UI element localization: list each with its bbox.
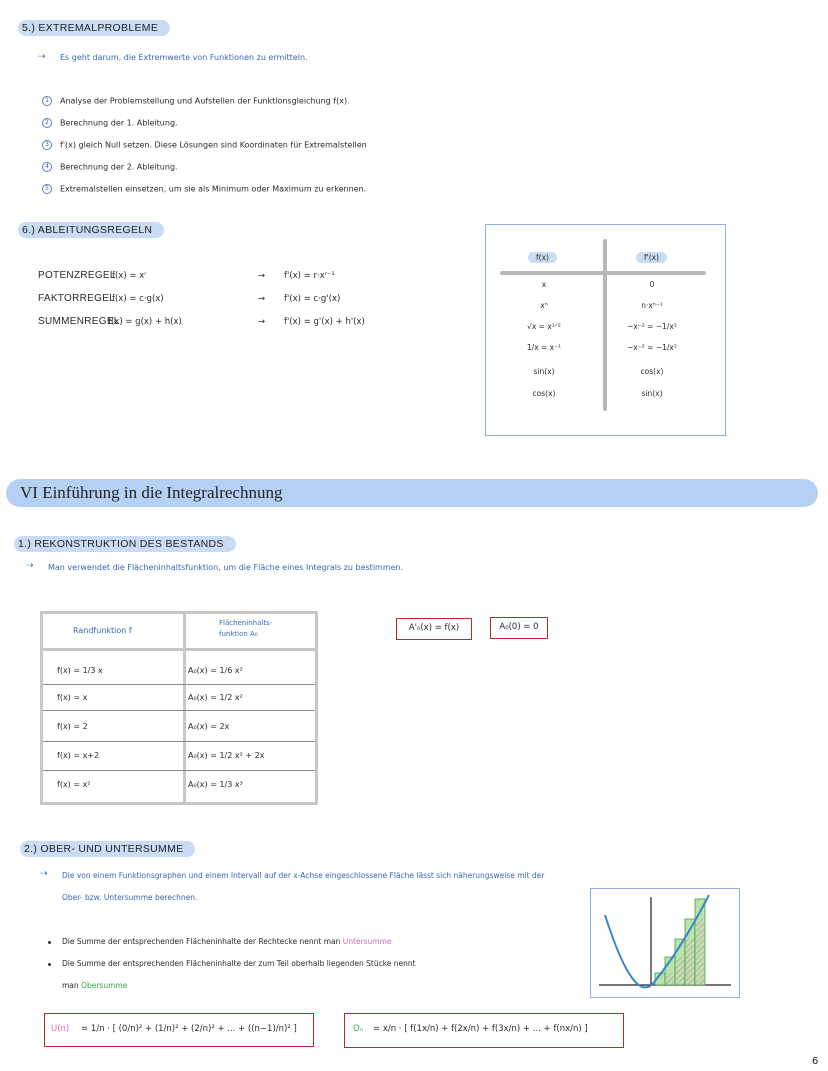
- untersumme-label: U(n): [51, 1024, 70, 1034]
- table-cell: xⁿ: [540, 301, 548, 310]
- column-header-flaeche-line2: funktion A₀: [219, 630, 258, 638]
- derivative-table: [485, 224, 726, 436]
- bullet-obersumme-line1: Die Summe der entsprechenden Flächeninhalte der zum Teil oberhalb liegenden Stücke nennt: [62, 959, 416, 968]
- divider: [603, 239, 607, 411]
- column-header-fprime: f'(x): [636, 252, 667, 263]
- table-cell: f(x) = x+2: [57, 751, 100, 760]
- formula-box-derivative: A'₀(x) = f(x): [396, 618, 472, 640]
- step-number-icon: 2: [42, 118, 52, 128]
- rule-name: SUMMENREGEL: [38, 316, 120, 327]
- list-item: 2 Berechnung der 1. Ableitung.: [42, 118, 178, 128]
- table-cell: −x⁻² = −1/x²: [627, 343, 677, 352]
- arrow-icon: ⇢: [38, 52, 46, 62]
- integral-table: [40, 611, 318, 805]
- subsection-2-title: 2.) OBER- UND UNTERSUMME: [20, 841, 195, 857]
- page-number: 6: [812, 1056, 819, 1067]
- step-number-icon: 1: [42, 96, 52, 106]
- divider: [183, 614, 186, 802]
- table-cell: 1/x = x⁻¹: [526, 343, 562, 352]
- table-cell: sin(x): [533, 367, 555, 376]
- arrow-icon: →: [258, 271, 266, 281]
- table-cell: f(x) = x: [57, 693, 88, 702]
- arrow-icon: ⇢: [26, 561, 34, 571]
- formula-box-untersumme: [44, 1013, 314, 1047]
- list-item: 3 f'(x) gleich Null setzen. Diese Lösungen sind Koordinaten für Extremalstellen: [42, 140, 367, 150]
- rule-function: f(x) = g(x) + h(x): [108, 317, 182, 327]
- table-cell: n·xⁿ⁻¹: [641, 301, 663, 310]
- subsection-1-title: 1.) REKONSTRUKTION DES BESTANDS: [14, 536, 236, 552]
- table-cell: A₀(x) = 2x: [188, 722, 230, 731]
- section-5-intro: Es geht darum, die Extremwerte von Funktionen zu ermitteln.: [60, 53, 308, 62]
- rule-derivative: f'(x) = g'(x) + h'(x): [284, 317, 365, 327]
- list-item: 5 Extremalstellen einsetzen, um sie als Minimum oder Maximum zu erkennen.: [42, 184, 366, 194]
- table-cell: √x = x¹ᐟ²: [527, 322, 561, 331]
- rule-name: POTENZREGEL: [38, 270, 116, 281]
- step-number-icon: 4: [42, 162, 52, 172]
- step-number-icon: 3: [42, 140, 52, 150]
- table-cell: sin(x): [641, 389, 663, 398]
- divider: [500, 271, 706, 275]
- step-number-icon: 5: [42, 184, 52, 194]
- column-header-flaeche-line1: Flächeninhalts-: [219, 619, 273, 627]
- formula-box-initial: A₀(0) = 0: [490, 617, 548, 639]
- obersumme-label: Oₙ: [353, 1024, 364, 1034]
- list-item: 1 Analyse der Problemstellung und Aufstellen der Funktionsgleichung f(x).: [42, 96, 350, 106]
- table-cell: A₀(x) = 1/2 x² + 2x: [188, 751, 265, 760]
- bullet-untersumme: Die Summe der entsprechenden Flächeninhalte der Rechtecke nennt man Untersumme: [62, 937, 392, 946]
- table-cell: A₀(x) = 1/3 x³: [188, 780, 243, 789]
- term-untersumme: Untersumme: [342, 937, 392, 946]
- list-item: 4 Berechnung der 2. Ableitung.: [42, 162, 178, 172]
- table-cell: cos(x): [532, 389, 556, 398]
- arrow-icon: →: [258, 294, 266, 304]
- table-cell: f(x) = x²: [57, 780, 91, 789]
- column-header-randfunktion: Randfunktion f: [73, 626, 132, 635]
- formula-box-obersumme: [344, 1013, 624, 1048]
- rule-derivative: f'(x) = r·xʳ⁻¹: [284, 271, 335, 281]
- rule-function: f(x) = c·g(x): [112, 294, 164, 304]
- rule-function: f(x) = xʳ: [112, 271, 147, 281]
- riemann-sum-graph: [590, 888, 740, 998]
- table-cell: cos(x): [640, 367, 664, 376]
- column-header-f: f(x): [528, 252, 557, 263]
- table-cell: f(x) = 2: [57, 722, 88, 731]
- chapter-title: VI Einführung in die Integralrechnung: [6, 479, 818, 507]
- table-cell: A₀(x) = 1/2 x²: [188, 693, 243, 702]
- obersumme-formula: = x/n · [ f(1x/n) + f(2x/n) + f(3x/n) + ... + f(nx/n) ]: [373, 1024, 588, 1034]
- section-5-title: 5.) EXTREMALPROBLEME: [18, 20, 170, 36]
- arrow-icon: ⇢: [40, 869, 48, 879]
- section-6-title: 6.) ABLEITUNGSREGELN: [18, 222, 164, 238]
- bullet-icon: [48, 941, 51, 944]
- rule-derivative: f'(x) = c·g'(x): [284, 294, 341, 304]
- bullet-obersumme-line2: man Obersumme: [62, 981, 128, 990]
- term-obersumme: Obersumme: [81, 981, 128, 990]
- table-cell: −x⁻² = −1/x²: [627, 322, 677, 331]
- table-cell: f(x) = 1/3 x: [57, 666, 103, 675]
- rule-name: FAKTORREGEL: [38, 293, 116, 304]
- table-cell: 0: [649, 280, 655, 289]
- subsection-1-intro: Man verwendet die Flächeninhaltsfunktion, um die Fläche eines Integrals zu bestimmen.: [48, 563, 404, 572]
- subsection-2-intro-line2: Ober- bzw. Untersumme berechnen.: [62, 893, 198, 902]
- untersumme-formula: = 1/n · [ (0/n)² + (1/n)² + (2/n)² + ... + ((n−1)/n)² ]: [81, 1024, 297, 1034]
- bullet-icon: [48, 963, 51, 966]
- table-cell: x: [541, 280, 547, 289]
- subsection-2-intro-line1: Die von einem Funktionsgraphen und einem Intervall auf der x-Achse eingeschlossene Fläche lässt sich näherungsweise mit der: [62, 871, 545, 880]
- arrow-icon: →: [258, 317, 266, 327]
- table-cell: A₀(x) = 1/6 x²: [188, 666, 243, 675]
